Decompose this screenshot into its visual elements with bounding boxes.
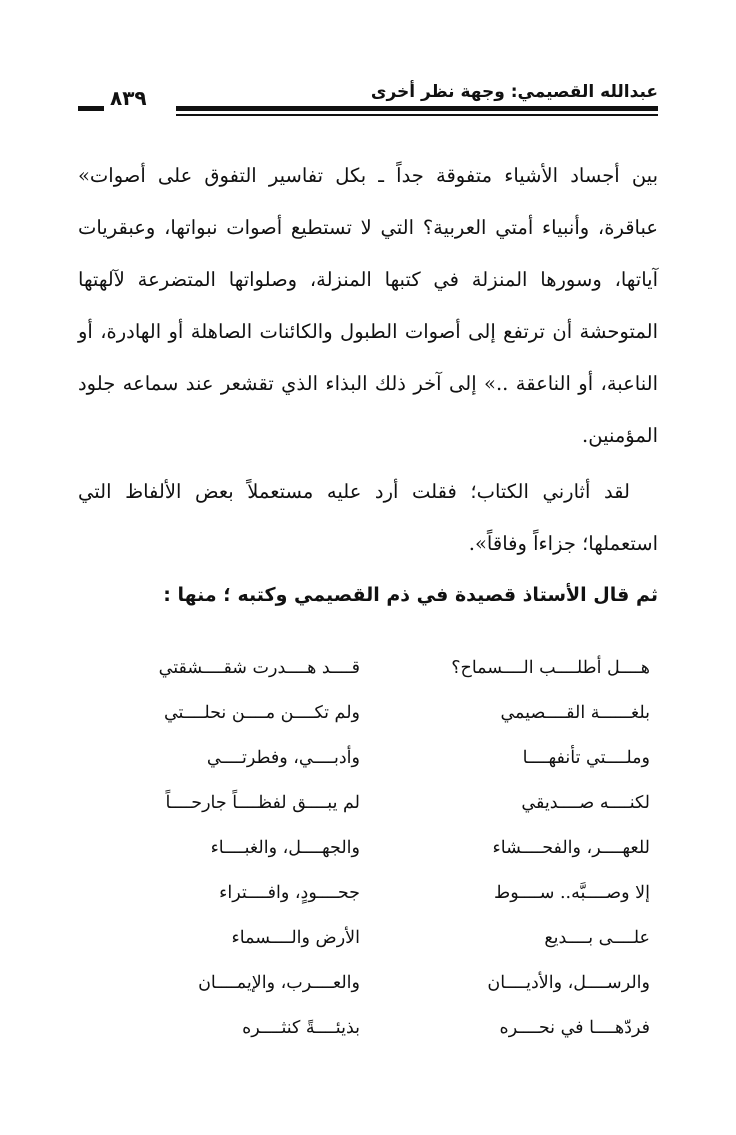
body-text [78,150,658,570]
poem-verse [78,825,658,870]
hemistich-second: جحــــودٍ، وافــــتراء [219,882,360,903]
hemistich-first: إلا وصــــبَّه.. ســــوط [494,882,650,903]
poem [78,645,658,1050]
hemistich-first: وملــــتي تأنفهــــا [522,747,650,768]
poem-verse [78,780,658,825]
hemistich-first: بلغــــــة القــــصيمي [500,702,650,723]
poem-verse [78,870,658,915]
hemistich-first: علــــى بــــديع [544,927,650,948]
poem-verse [78,735,658,780]
hemistich-second: والعــــرب، والإيمــــان [198,972,360,993]
hemistich-first: للعهــــر، والفحــــشاء [492,837,650,858]
running-header [78,78,658,118]
poem-verse [78,690,658,735]
page-number: ٨٣٩ [110,86,147,110]
header-rule-thin [176,114,658,116]
hemistich-first: هــــل أطلــــب الــــسماح؟ [451,657,650,678]
header-rule-thick [176,106,658,111]
poem-heading: ثم قال الأستاذ قصيدة في ذم القصيمي وكتبه ؛ منها : [163,584,658,606]
poem-verse [78,645,658,690]
hemistich-first: لكنــــه صــــديقي [521,792,650,813]
poem-verse [78,1005,658,1050]
hemistich-first: والرســــل، والأديــــان [487,972,650,993]
hemistich-second: لم يبــــق لفظــــاً جارحــــاً [165,792,360,813]
hemistich-second: بذيئــــةً كنثــــره [242,1017,360,1038]
running-title: عبدالله القصيمي: وجهة نظر أخرى [370,82,658,102]
hemistich-first: فردّهــــا في نحــــره [499,1017,650,1038]
hemistich-second: قــــد هــــدرت شقــــشقتي [158,657,360,678]
hemistich-second: ولم تكــــن مــــن نحلــــتي [163,702,360,723]
paragraph: لقد أثارني الكتاب؛ فقلت أرد عليه مستعملاً بعض الألفاظ التي استعملها؛ جزاءاً وفاقاً». [78,480,658,555]
hemistich-second: والجهــــل، والغبــــاء [210,837,360,858]
paragraph: بين أجساد الأشياء متفوقة جداً ـ بكل تفاسير التفوق على أصوات» عباقرة، وأنبياء أمتي العربية؟ التي لا تستطيع أصوات نبواتها، وعبقريات آياتها، وسورها المنزلة في كتبها المنزلة، وصلواتها المتضرعة لآلهتها المتوحشة أن ترتفع إلى أصوات الطبول والكائنات الصاهلة أو الهادرة، أو الناعبة، أو الناعقة ..» إلى آخر ذلك البذاء الذي تقشعر عند سماعه جلود المؤمنين. [78,164,658,447]
poem-verse [78,960,658,1005]
hemistich-second: الأرض والــــسماء [231,927,360,948]
header-bar-left [78,106,104,111]
hemistich-second: وأدبــــي، وفطرتــــي [206,747,360,768]
poem-verse [78,915,658,960]
